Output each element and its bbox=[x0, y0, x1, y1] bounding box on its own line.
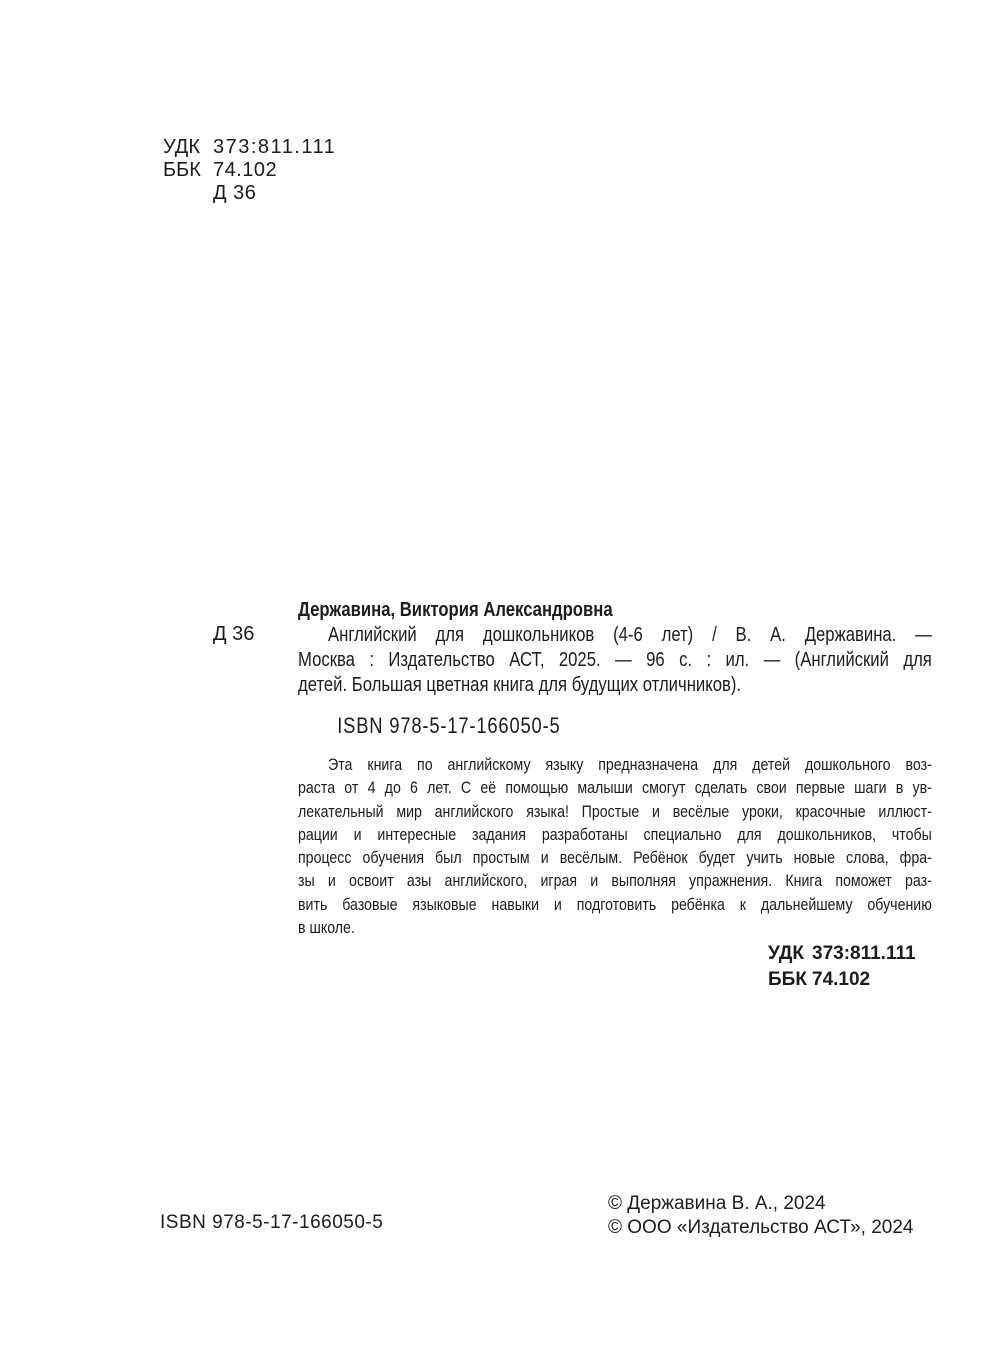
text-line: в школе. bbox=[298, 918, 355, 938]
copyright-block bbox=[608, 1192, 914, 1240]
bbk-value-bold: 74.102 bbox=[812, 969, 871, 990]
author-code: Д 36 bbox=[213, 182, 257, 204]
text-line: Эта книга по английскому языку предназначена для детей дошкольного воз- bbox=[328, 755, 932, 774]
top-classification-block bbox=[163, 136, 336, 205]
text-line: вить базовые языковые навыки и подготовить ребёнка к дальнейшему обучению bbox=[298, 894, 932, 914]
udc-label: УДК bbox=[163, 136, 201, 158]
udc-value: 373:811.111 bbox=[213, 136, 337, 158]
text-line: рации и интересные задания разработаны специально для дошкольников, чтобы bbox=[298, 824, 932, 844]
text-line: детей. Большая цветная книга для будущих отличников). bbox=[298, 674, 742, 696]
footer-isbn: ISBN 978-5-17-166050-5 bbox=[160, 1212, 384, 1233]
author-code-row bbox=[163, 182, 336, 205]
isbn-line: ISBN 978-5-17-166050-5 bbox=[337, 713, 561, 738]
margin-author-code: Д 36 bbox=[213, 623, 255, 645]
text-line: зы и освоит азы английского, играя и выполняя упражнения. Книга поможет раз- bbox=[298, 871, 932, 891]
text-line: процесс обучения был простым и весёлым. Ребёнок будет учить новые слова, фра- bbox=[298, 848, 932, 868]
catalog-card bbox=[298, 598, 932, 939]
bbk-row bbox=[163, 159, 336, 182]
copyright-publisher: © ООО «Издательство АСТ», 2024 bbox=[608, 1217, 914, 1238]
text-line: раста от 4 до 6 лет. С её помощью малыши смогут сделать свои первые шаги в ув- bbox=[298, 778, 932, 798]
bbk-row-bold bbox=[768, 967, 916, 993]
bibliographic-description bbox=[298, 623, 932, 698]
bbk-label: ББК bbox=[163, 159, 201, 181]
udc-label-bold: УДК bbox=[768, 943, 804, 964]
author-heading: Державина, Виктория Александровна bbox=[298, 599, 613, 621]
udc-row bbox=[163, 136, 336, 159]
copyright-author: © Державина В. А., 2024 bbox=[608, 1193, 826, 1214]
bottom-classification-block bbox=[768, 941, 916, 993]
text-line: Английский для дошкольников (4-6 лет) / В. А. Державина. — bbox=[328, 624, 932, 646]
bbk-value: 74.102 bbox=[213, 159, 278, 181]
udc-value-bold: 373:811.111 bbox=[812, 943, 916, 964]
text-line: Москва : Издательство АСТ, 2025. — 96 с. : ил. — (Английский для bbox=[298, 649, 932, 671]
text-line: лекательный мир английского языка! Простые и весёлые уроки, красочные иллюст- bbox=[298, 801, 932, 821]
annotation-paragraph bbox=[298, 753, 932, 939]
bbk-label-bold: ББК bbox=[768, 969, 807, 990]
udc-row-bold bbox=[768, 941, 916, 967]
